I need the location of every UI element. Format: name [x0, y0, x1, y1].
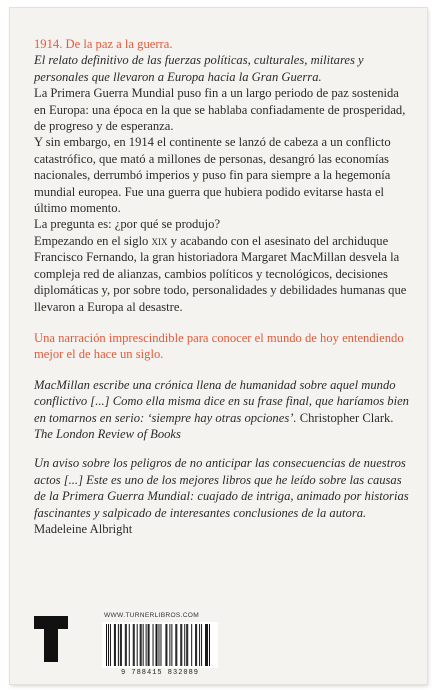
review-2-author: Madeleine Albright — [34, 521, 133, 536]
pitch-statement: Una narración imprescindible para conocer el mundo de hoy entendiendo mejor el de hace un siglo. — [34, 330, 404, 362]
review-2 — [34, 455, 411, 537]
isbn-number: 9 788415 832089 — [120, 669, 199, 677]
publisher-t-logo — [34, 616, 68, 662]
review-1-source: The London Review of Books — [34, 426, 181, 441]
book-back-cover — [10, 8, 427, 684]
body-paragraph-2: Y sin embargo, en 1914 el continente se lanzó de cabeza a un conflicto catastrófico, que mató a millones de personas, desangró las economías nacionales, derrumbó imperios y puso fin para siempre a la hegemonía mundial europea. Fue una guerra que hubiera podido evitarse hasta el último momento. — [34, 135, 391, 216]
body-paragraph-1: La Primera Guerra Mundial puso fin a un largo periodo de paz sostenida en Europa: una época en la que se hablaba confiadamente de prosperidad, de progreso y de esperanza. — [34, 86, 406, 134]
body-paragraph-4-end: y acabando con el asesinato del archiduque Francisco Fernando, la gran historiadora Margaret MacMillan desvela la compleja red de alianzas, cambios políticos y tecnológicos, decisiones diplomáticas y, por sobre todo, personalidades y debilidades humanas que llevaron a Europa al desastre. — [34, 233, 407, 314]
isbn-barcode — [102, 622, 218, 668]
body-paragraph-3: La pregunta es: ¿por qué se produjo? — [34, 217, 221, 232]
review-1-author: Christopher Clark. — [299, 410, 394, 425]
review-2-quote: Un aviso sobre los peligros de no anticipar las consecuencias de nuestros actos [...] Este es uno de los mejores libros que he leído sobre las causas de la Primera Guerra Mundial: cuajado de intriga, animado por historias fascinantes y salpicado de interesantes conclusiones de la autora. — [34, 456, 409, 520]
body-paragraph-4-start: Empezando en el siglo — [34, 233, 152, 248]
cover-text — [34, 36, 411, 537]
review-1-quote: MacMillan escribe una crónica llena de humanidad sobre aquel mundo conflictivo [...] Como ella misma dice en su frase final, que haríamos bien en tomarnos en serio: ‘siempre hay otras opciones’. — [34, 377, 409, 425]
century-numeral: xix — [151, 233, 168, 248]
review-1 — [34, 377, 411, 443]
intro-subtitle: El relato definitivo de las fuerzas políticas, culturales, militares y personales que llevaron a Europa hacia la Gran Guerra. — [34, 53, 364, 84]
publisher-url: WWW.TURNERLIBROS.COM — [104, 612, 200, 619]
body-paragraph-4 — [34, 233, 411, 315]
intro-title: 1914. De la paz a la guerra. — [34, 37, 173, 51]
